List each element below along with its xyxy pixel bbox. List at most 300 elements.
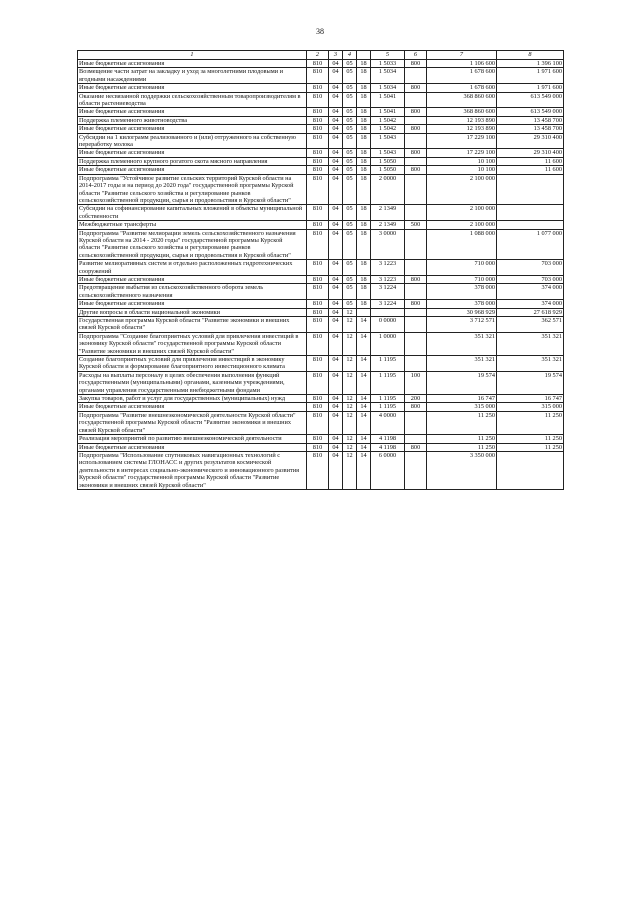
target-code-b-cell: 1 5033: [371, 60, 405, 68]
name-cell: Закупка товаров, работ и услуг для государственных (муниципальных) нужд: [78, 395, 307, 403]
expense-type-cell: [405, 92, 427, 108]
amount-year-1-cell: 11 250: [427, 435, 497, 443]
expense-type-cell: [405, 451, 427, 489]
amount-year-2-cell: 1 971 600: [497, 84, 564, 92]
program-code-cell: 810: [307, 221, 329, 229]
target-code-a-cell: 14: [357, 395, 371, 403]
target-code-a-cell: 18: [357, 229, 371, 260]
target-code-a-cell: 14: [357, 451, 371, 489]
amount-year-2-cell: 351 321: [497, 332, 564, 355]
table-row: [78, 411, 564, 434]
expense-type-cell: [405, 174, 427, 205]
target-code-a-cell: 18: [357, 205, 371, 221]
program-code-cell: 810: [307, 174, 329, 205]
header-cell: 3: [329, 51, 343, 60]
table-row: [78, 60, 564, 68]
subsection-cell: 05: [343, 157, 357, 165]
target-code-b-cell: 1 1195: [371, 395, 405, 403]
amount-year-2-cell: 11 600: [497, 166, 564, 174]
subsection-cell: 05: [343, 205, 357, 221]
name-cell: Оказание несвязанной поддержки сельскохозяйственным товаропроизводителям в области растениеводства: [78, 92, 307, 108]
name-cell: Межбюджетные трансферты: [78, 221, 307, 229]
target-code-b-cell: 1 5050: [371, 157, 405, 165]
subsection-cell: 05: [343, 221, 357, 229]
subsection-cell: 05: [343, 133, 357, 149]
target-code-b-cell: 1 1195: [371, 403, 405, 411]
name-cell: Подпрограмма "Использование спутниковых навигационных технологий с использованием системы ГЛОНАСС и других результатов космической деятельности в интересах социально-экономического и инновационного развития Курской области" государственной программы Курской области "Развитие экономики и внешних связей Курской области": [78, 451, 307, 489]
expense-type-cell: [405, 308, 427, 316]
program-code-cell: 810: [307, 371, 329, 394]
name-cell: Иные бюджетные ассигнования: [78, 166, 307, 174]
subsection-cell: 05: [343, 275, 357, 283]
subsection-cell: 12: [343, 332, 357, 355]
table-row: [78, 68, 564, 84]
table-row: [78, 166, 564, 174]
expense-type-cell: 800: [405, 166, 427, 174]
header-cell: [357, 51, 371, 60]
subsection-cell: 05: [343, 60, 357, 68]
amount-year-1-cell: 17 229 100: [427, 133, 497, 149]
expense-type-cell: [405, 411, 427, 434]
amount-year-2-cell: 1 396 100: [497, 60, 564, 68]
target-code-a-cell: 14: [357, 443, 371, 451]
amount-year-1-cell: 3 350 000: [427, 451, 497, 489]
expense-type-cell: 800: [405, 149, 427, 157]
section-cell: 04: [329, 133, 343, 149]
section-cell: 04: [329, 157, 343, 165]
name-cell: Государственная программа Курской области "Развитие экономики и внешних связей Курской области": [78, 317, 307, 333]
program-code-cell: 810: [307, 332, 329, 355]
subsection-cell: 12: [343, 308, 357, 316]
amount-year-2-cell: 27 618 929: [497, 308, 564, 316]
name-cell: Подпрограмма "Развитие мелиорации земель сельскохозяйственного назначения Курской области на 2014 - 2020 годы" государственной программы Курской области "Развитие сельского хозяйства и регулирование рынков сельскохозяйственной продукции, сырья и продовольствия в Курской области": [78, 229, 307, 260]
amount-year-2-cell: 11 600: [497, 157, 564, 165]
amount-year-2-cell: 1 077 000: [497, 229, 564, 260]
target-code-b-cell: 1 5034: [371, 68, 405, 84]
program-code-cell: 810: [307, 149, 329, 157]
section-cell: 04: [329, 317, 343, 333]
amount-year-1-cell: 16 747: [427, 395, 497, 403]
program-code-cell: 810: [307, 356, 329, 372]
amount-year-1-cell: 368 860 600: [427, 108, 497, 116]
table-header-row: [78, 51, 564, 60]
program-code-cell: 810: [307, 260, 329, 276]
amount-year-2-cell: 613 549 000: [497, 108, 564, 116]
amount-year-1-cell: 2 100 000: [427, 174, 497, 205]
expense-type-cell: 800: [405, 125, 427, 133]
amount-year-1-cell: 10 100: [427, 166, 497, 174]
name-cell: Реализация мероприятий по развитию внешнеэкономической деятельности: [78, 435, 307, 443]
amount-year-1-cell: 710 000: [427, 260, 497, 276]
program-code-cell: 810: [307, 205, 329, 221]
amount-year-2-cell: 374 000: [497, 284, 564, 300]
section-cell: 04: [329, 149, 343, 157]
target-code-a-cell: 18: [357, 284, 371, 300]
table-row: [78, 451, 564, 489]
table-row: [78, 133, 564, 149]
section-cell: 04: [329, 68, 343, 84]
amount-year-1-cell: 1 088 000: [427, 229, 497, 260]
amount-year-1-cell: 351 321: [427, 356, 497, 372]
subsection-cell: 12: [343, 435, 357, 443]
amount-year-2-cell: 16 747: [497, 395, 564, 403]
target-code-b-cell: 2 1349: [371, 221, 405, 229]
amount-year-1-cell: 710 000: [427, 275, 497, 283]
section-cell: 04: [329, 284, 343, 300]
subsection-cell: 12: [343, 451, 357, 489]
header-cell: 5: [371, 51, 405, 60]
table-row: [78, 403, 564, 411]
amount-year-2-cell: 29 310 400: [497, 133, 564, 149]
subsection-cell: 05: [343, 300, 357, 308]
name-cell: Подпрограмма "Устойчивое развитие сельских территорий Курской области на 2014-2017 годы и на период до 2020 года" государственной программы Курской области "Развитие сельского хозяйства и регулирование рынков сельскохозяйственной продукции, сырья и продовольствия в Курской области": [78, 174, 307, 205]
target-code-b-cell: 3 1224: [371, 284, 405, 300]
table-row: [78, 308, 564, 316]
subsection-cell: 05: [343, 84, 357, 92]
section-cell: 04: [329, 275, 343, 283]
table-row: [78, 260, 564, 276]
target-code-b-cell: 3 1223: [371, 260, 405, 276]
subsection-cell: 12: [343, 317, 357, 333]
subsection-cell: 05: [343, 229, 357, 260]
subsection-cell: 05: [343, 284, 357, 300]
target-code-a-cell: 14: [357, 332, 371, 355]
subsection-cell: 12: [343, 443, 357, 451]
subsection-cell: 12: [343, 395, 357, 403]
name-cell: Другие вопросы в области национальной экономики: [78, 308, 307, 316]
section-cell: 04: [329, 451, 343, 489]
name-cell: Подпрограмма "Создание благоприятных условий для привлечения инвестиций в экономику Курской области" государственной программы Курской области "Развитие экономики и внешних связей Курской области": [78, 332, 307, 355]
name-cell: Иные бюджетные ассигнования: [78, 275, 307, 283]
program-code-cell: 810: [307, 116, 329, 124]
expense-type-cell: 800: [405, 60, 427, 68]
name-cell: Иные бюджетные ассигнования: [78, 125, 307, 133]
target-code-b-cell: 4 0000: [371, 411, 405, 434]
target-code-b-cell: 3 0000: [371, 229, 405, 260]
program-code-cell: 810: [307, 229, 329, 260]
amount-year-2-cell: 29 310 400: [497, 149, 564, 157]
expense-type-cell: [405, 205, 427, 221]
amount-year-1-cell: 11 250: [427, 443, 497, 451]
section-cell: 04: [329, 221, 343, 229]
target-code-a-cell: 18: [357, 275, 371, 283]
target-code-a-cell: 18: [357, 108, 371, 116]
target-code-b-cell: 1 5043: [371, 133, 405, 149]
amount-year-1-cell: 11 250: [427, 411, 497, 434]
target-code-b-cell: [371, 308, 405, 316]
target-code-a-cell: 18: [357, 125, 371, 133]
subsection-cell: 05: [343, 260, 357, 276]
table-row: [78, 157, 564, 165]
target-code-a-cell: 14: [357, 317, 371, 333]
subsection-cell: 12: [343, 356, 357, 372]
table-row: [78, 174, 564, 205]
target-code-b-cell: 1 5043: [371, 149, 405, 157]
table-row: [78, 221, 564, 229]
table-row: [78, 205, 564, 221]
expense-type-cell: [405, 332, 427, 355]
expense-type-cell: 800: [405, 275, 427, 283]
name-cell: Иные бюджетные ассигнования: [78, 403, 307, 411]
amount-year-1-cell: 3 712 571: [427, 317, 497, 333]
amount-year-2-cell: 13 458 700: [497, 125, 564, 133]
section-cell: 04: [329, 308, 343, 316]
subsection-cell: 05: [343, 92, 357, 108]
table-row: [78, 317, 564, 333]
name-cell: Иные бюджетные ассигнования: [78, 149, 307, 157]
section-cell: 04: [329, 371, 343, 394]
amount-year-1-cell: 10 100: [427, 157, 497, 165]
expense-type-cell: [405, 317, 427, 333]
section-cell: 04: [329, 108, 343, 116]
target-code-a-cell: 14: [357, 435, 371, 443]
expense-type-cell: 800: [405, 443, 427, 451]
name-cell: Развитие мелиоративных систем и отдельно расположенных гидротехнических сооружений: [78, 260, 307, 276]
subsection-cell: 12: [343, 371, 357, 394]
target-code-a-cell: 18: [357, 221, 371, 229]
target-code-a-cell: 18: [357, 116, 371, 124]
amount-year-1-cell: 1 106 600: [427, 60, 497, 68]
name-cell: Иные бюджетные ассигнования: [78, 84, 307, 92]
section-cell: 04: [329, 229, 343, 260]
program-code-cell: 810: [307, 411, 329, 434]
name-cell: Субсидии на 1 килограмм реализованного и (или) отгруженного на собственную переработку молока: [78, 133, 307, 149]
amount-year-2-cell: 315 000: [497, 403, 564, 411]
section-cell: 04: [329, 300, 343, 308]
header-cell: 8: [497, 51, 564, 60]
table-row: [78, 443, 564, 451]
section-cell: 04: [329, 395, 343, 403]
subsection-cell: 05: [343, 166, 357, 174]
target-code-a-cell: 14: [357, 403, 371, 411]
table-row: [78, 116, 564, 124]
amount-year-1-cell: 2 100 000: [427, 205, 497, 221]
name-cell: Иные бюджетные ассигнования: [78, 60, 307, 68]
target-code-b-cell: 1 0000: [371, 332, 405, 355]
program-code-cell: 810: [307, 125, 329, 133]
program-code-cell: 810: [307, 157, 329, 165]
table-row: [78, 300, 564, 308]
amount-year-2-cell: 703 000: [497, 260, 564, 276]
name-cell: Поддержка племенного животноводства: [78, 116, 307, 124]
expense-type-cell: 800: [405, 300, 427, 308]
section-cell: 04: [329, 116, 343, 124]
table-row: [78, 108, 564, 116]
target-code-b-cell: 2 0000: [371, 174, 405, 205]
target-code-b-cell: 2 1349: [371, 205, 405, 221]
program-code-cell: 810: [307, 84, 329, 92]
target-code-b-cell: 1 5041: [371, 92, 405, 108]
program-code-cell: 810: [307, 395, 329, 403]
amount-year-1-cell: 30 968 929: [427, 308, 497, 316]
expense-type-cell: [405, 116, 427, 124]
table-row: [78, 332, 564, 355]
amount-year-1-cell: 315 000: [427, 403, 497, 411]
target-code-a-cell: 18: [357, 174, 371, 205]
section-cell: 04: [329, 356, 343, 372]
subsection-cell: 05: [343, 108, 357, 116]
header-cell: 2: [307, 51, 329, 60]
budget-table: [77, 50, 564, 490]
program-code-cell: 810: [307, 443, 329, 451]
subsection-cell: 12: [343, 411, 357, 434]
program-code-cell: 810: [307, 68, 329, 84]
target-code-a-cell: 18: [357, 84, 371, 92]
amount-year-1-cell: 378 000: [427, 300, 497, 308]
program-code-cell: 810: [307, 403, 329, 411]
program-code-cell: 810: [307, 133, 329, 149]
table-row: [78, 229, 564, 260]
table-row: [78, 435, 564, 443]
name-cell: Иные бюджетные ассигнования: [78, 443, 307, 451]
expense-type-cell: [405, 133, 427, 149]
expense-type-cell: 800: [405, 108, 427, 116]
amount-year-1-cell: 12 193 890: [427, 125, 497, 133]
program-code-cell: 810: [307, 275, 329, 283]
target-code-a-cell: 18: [357, 149, 371, 157]
amount-year-1-cell: 19 574: [427, 371, 497, 394]
section-cell: 04: [329, 125, 343, 133]
amount-year-1-cell: 378 000: [427, 284, 497, 300]
program-code-cell: 810: [307, 300, 329, 308]
table-row: [78, 275, 564, 283]
subsection-cell: 05: [343, 125, 357, 133]
name-cell: Иные бюджетные ассигнования: [78, 300, 307, 308]
amount-year-2-cell: [497, 221, 564, 229]
amount-year-2-cell: 13 458 700: [497, 116, 564, 124]
amount-year-1-cell: 17 229 100: [427, 149, 497, 157]
target-code-a-cell: 18: [357, 157, 371, 165]
target-code-a-cell: 18: [357, 60, 371, 68]
section-cell: 04: [329, 166, 343, 174]
target-code-a-cell: 14: [357, 371, 371, 394]
amount-year-1-cell: 368 860 600: [427, 92, 497, 108]
expense-type-cell: [405, 229, 427, 260]
target-code-a-cell: 14: [357, 411, 371, 434]
target-code-a-cell: 18: [357, 133, 371, 149]
program-code-cell: 810: [307, 451, 329, 489]
target-code-b-cell: 3 1224: [371, 300, 405, 308]
target-code-b-cell: 1 5042: [371, 116, 405, 124]
section-cell: 04: [329, 260, 343, 276]
section-cell: 04: [329, 60, 343, 68]
expense-type-cell: [405, 260, 427, 276]
target-code-b-cell: 4 1198: [371, 435, 405, 443]
expense-type-cell: 100: [405, 371, 427, 394]
expense-type-cell: [405, 157, 427, 165]
target-code-a-cell: 18: [357, 166, 371, 174]
table-row: [78, 149, 564, 157]
program-code-cell: 810: [307, 435, 329, 443]
target-code-a-cell: [357, 308, 371, 316]
section-cell: 04: [329, 443, 343, 451]
amount-year-2-cell: 1 971 600: [497, 68, 564, 84]
expense-type-cell: 500: [405, 221, 427, 229]
target-code-b-cell: 1 1195: [371, 356, 405, 372]
amount-year-1-cell: 351 321: [427, 332, 497, 355]
section-cell: 04: [329, 332, 343, 355]
name-cell: Возмещение части затрат на закладку и уход за многолетними плодовыми и ягодными насаждениями: [78, 68, 307, 84]
name-cell: Иные бюджетные ассигнования: [78, 108, 307, 116]
amount-year-2-cell: 11 250: [497, 443, 564, 451]
table-row: [78, 395, 564, 403]
table-row: [78, 284, 564, 300]
table-body: [78, 51, 564, 490]
name-cell: Расходы на выплаты персоналу в целях обеспечения выполнения функций государственными (муниципальными) органами, казенными учреждениями, органами управления государственными внебюджетными фондами: [78, 371, 307, 394]
target-code-a-cell: 18: [357, 92, 371, 108]
table-row: [78, 92, 564, 108]
expense-type-cell: [405, 68, 427, 84]
name-cell: Субсидии на софинансирование капитальных вложений в объекты муниципальной собственности: [78, 205, 307, 221]
amount-year-1-cell: 2 100 000: [427, 221, 497, 229]
amount-year-2-cell: [497, 205, 564, 221]
amount-year-2-cell: 19 574: [497, 371, 564, 394]
section-cell: 04: [329, 435, 343, 443]
expense-type-cell: [405, 435, 427, 443]
target-code-b-cell: 4 1198: [371, 443, 405, 451]
program-code-cell: 810: [307, 166, 329, 174]
target-code-a-cell: 14: [357, 356, 371, 372]
target-code-b-cell: 1 1195: [371, 371, 405, 394]
program-code-cell: 810: [307, 108, 329, 116]
section-cell: 04: [329, 92, 343, 108]
table-row: [78, 371, 564, 394]
subsection-cell: 05: [343, 68, 357, 84]
target-code-b-cell: 1 5042: [371, 125, 405, 133]
expense-type-cell: 800: [405, 84, 427, 92]
section-cell: 04: [329, 174, 343, 205]
target-code-a-cell: 18: [357, 68, 371, 84]
amount-year-1-cell: 12 193 890: [427, 116, 497, 124]
page-number: 38: [316, 27, 324, 36]
program-code-cell: 810: [307, 308, 329, 316]
subsection-cell: 05: [343, 174, 357, 205]
amount-year-2-cell: 11 250: [497, 435, 564, 443]
name-cell: Поддержка племенного крупного рогатого скота мясного направления: [78, 157, 307, 165]
target-code-b-cell: 1 5050: [371, 166, 405, 174]
section-cell: 04: [329, 84, 343, 92]
target-code-b-cell: 1 5041: [371, 108, 405, 116]
target-code-b-cell: 1 5034: [371, 84, 405, 92]
section-cell: 04: [329, 411, 343, 434]
amount-year-2-cell: [497, 451, 564, 489]
subsection-cell: 05: [343, 116, 357, 124]
name-cell: Создание благоприятных условий для привлечения инвестиций в экономику Курской области и формирование благоприятного инвестиционного климата: [78, 356, 307, 372]
target-code-b-cell: 3 1223: [371, 275, 405, 283]
table-row: [78, 125, 564, 133]
target-code-b-cell: 0 0000: [371, 317, 405, 333]
program-code-cell: 810: [307, 284, 329, 300]
program-code-cell: 810: [307, 92, 329, 108]
target-code-a-cell: 18: [357, 260, 371, 276]
target-code-b-cell: 6 0000: [371, 451, 405, 489]
subsection-cell: 05: [343, 149, 357, 157]
amount-year-2-cell: [497, 174, 564, 205]
amount-year-1-cell: 1 678 600: [427, 84, 497, 92]
amount-year-2-cell: 351 321: [497, 356, 564, 372]
subsection-cell: 12: [343, 403, 357, 411]
table-row: [78, 84, 564, 92]
amount-year-1-cell: 1 678 600: [427, 68, 497, 84]
expense-type-cell: [405, 356, 427, 372]
amount-year-2-cell: 703 000: [497, 275, 564, 283]
name-cell: Предотвращение выбытия из сельскохозяйственного оборота земель сельскохозяйственного назначения: [78, 284, 307, 300]
amount-year-2-cell: 11 250: [497, 411, 564, 434]
amount-year-2-cell: 362 571: [497, 317, 564, 333]
amount-year-2-cell: 374 000: [497, 300, 564, 308]
section-cell: 04: [329, 205, 343, 221]
target-code-a-cell: 18: [357, 300, 371, 308]
